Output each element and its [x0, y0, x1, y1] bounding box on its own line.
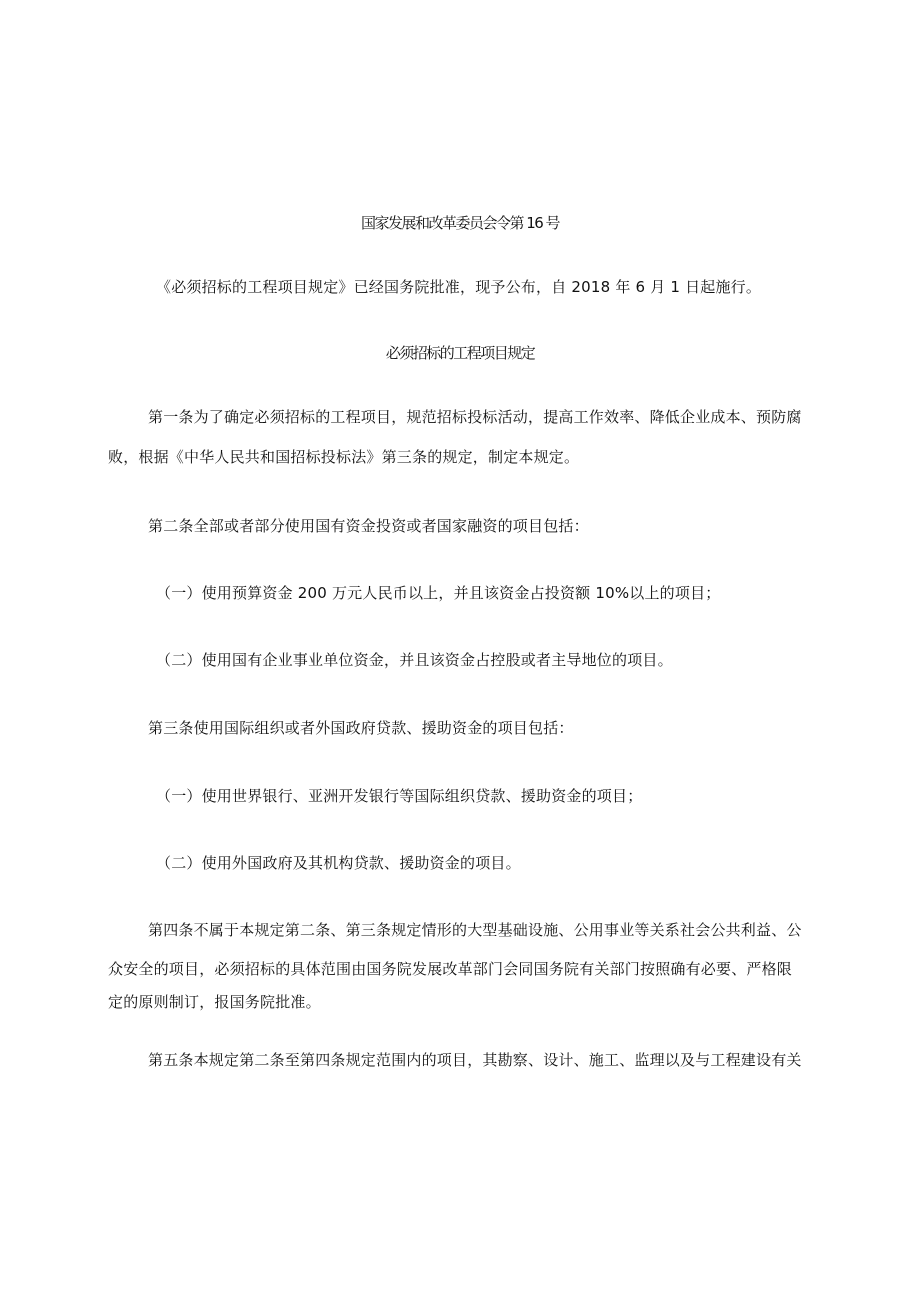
decree-header: 国家发展和改革委员会令第 16 号	[360, 214, 560, 232]
article-4-line-1: 第四条不属于本规定第二条、第三条规定情形的大型基础设施、公用事业等关系社会公共利益、公	[148, 921, 802, 939]
article-3-item-1: （一）使用世界银行、亚洲开发银行等国际组织贷款、援助资金的项目；	[156, 787, 643, 805]
article-1-line-1: 第一条为了确定必须招标的工程项目，规范招标投标活动，提高工作效率、降低企业成本、预防腐	[148, 408, 802, 426]
article-3-item-2: （二）使用外国政府及其机构贷款、援助资金的项目。	[156, 854, 521, 872]
article-1-line-2: 败，根据《中华人民共和国招标投标法》第三条的规定，制定本规定。	[108, 448, 580, 466]
article-3-intro: 第三条使用国际组织或者外国政府贷款、援助资金的项目包括：	[148, 719, 574, 737]
article-2-intro: 第二条全部或者部分使用国有资金投资或者国家融资的项目包括：	[148, 517, 589, 535]
article-2-item-1: （一）使用预算资金 200 万元人民币以上，并且该资金占投资额 10%以上的项目；	[156, 584, 721, 602]
regulation-title: 必须招标的工程项目规定	[385, 344, 535, 362]
article-4-line-3: 定的原则制订，报国务院批准。	[108, 993, 321, 1011]
announcement-text: 《必须招标的工程项目规定》已经国务院批准，现予公布，自 2018 年 6 月 1 日起施行。	[156, 278, 762, 296]
article-4-line-2: 众安全的项目，必须招标的具体范围由国务院发展改革部门会同国务院有关部门按照确有必要、严格限	[108, 960, 793, 978]
article-5-line-1: 第五条本规定第二条至第四条规定范围内的项目，其勘察、设计、施工、监理以及与工程建设有关	[148, 1051, 802, 1069]
article-2-item-2: （二）使用国有企业事业单位资金，并且该资金占控股或者主导地位的项目。	[156, 651, 673, 669]
